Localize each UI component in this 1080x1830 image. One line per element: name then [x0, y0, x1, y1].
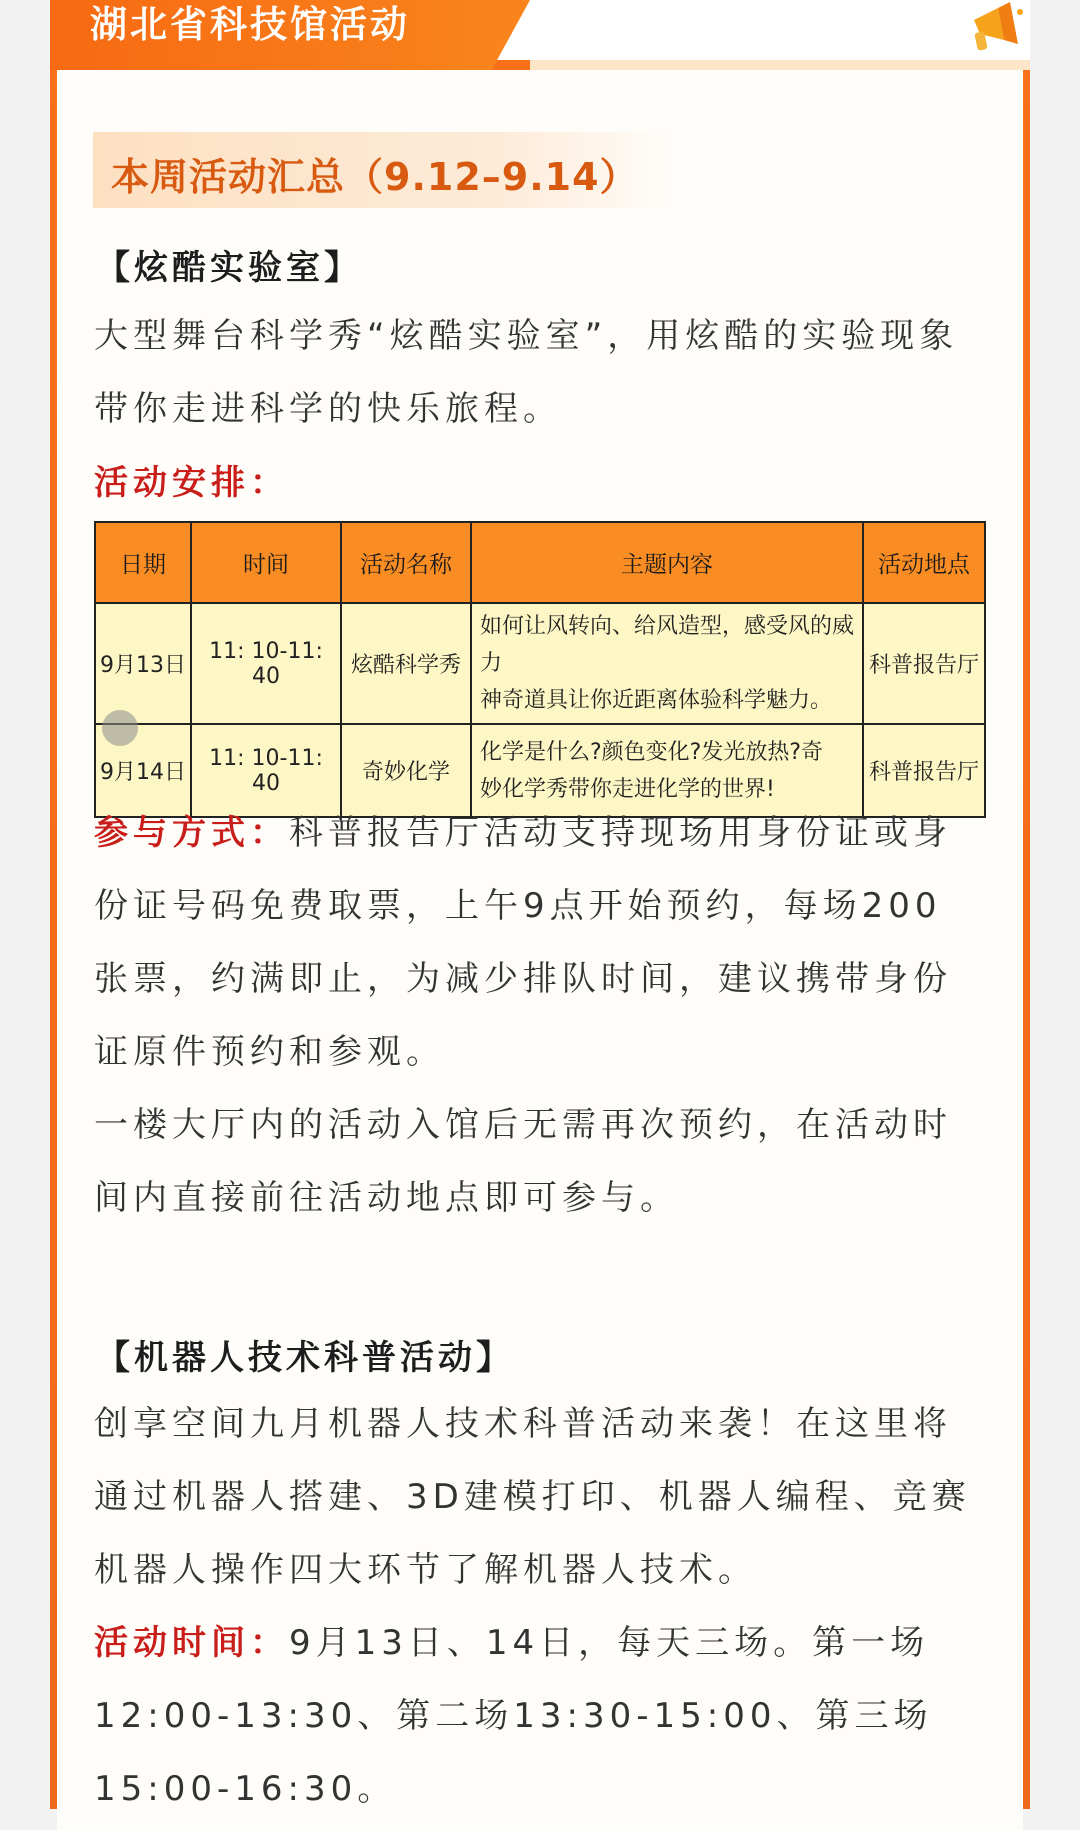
time-line: [94, 1607, 984, 1680]
cell-activity-name: 奇妙化学: [341, 724, 471, 817]
time-label: 活动时间：: [94, 1623, 289, 1663]
participation-line: 证原件预约和参观。: [94, 1032, 445, 1072]
note-line: 一楼大厅内的活动入馆后无需再次预约，在活动时: [94, 1105, 952, 1145]
intro-line: 机器人操作四大环节了解机器人技术。: [94, 1550, 757, 1590]
weekly-summary-title: [93, 132, 673, 208]
cell-location: 科普报告厅: [863, 603, 985, 724]
table-row: [95, 603, 985, 724]
topic-line: 妙化学秀带你走进化学的世界!: [480, 776, 775, 802]
robotics-intro: [94, 1388, 984, 1826]
megaphone-icon: [968, 0, 1028, 58]
participation-line: [94, 797, 984, 870]
participation-label: 参与方式：: [94, 813, 289, 853]
cell-time: 11: 10-11: 40: [191, 724, 341, 817]
topic-line: 如何让风转向、给风造型，感受风的威力: [480, 614, 855, 676]
participation-text: 科普报告厅活动支持现场用身份证或身: [289, 813, 952, 853]
summary-title-text: 本周活动汇总（9.12–9.14）: [111, 155, 639, 199]
participation-line: 张票，约满即止，为减少排队时间，建议携带身份: [94, 959, 952, 999]
column-header: 主题内容: [471, 522, 863, 603]
intro-line: 通过机器人搭建、3D建模打印、机器人编程、竞赛: [94, 1477, 971, 1517]
cell-topic: [471, 603, 863, 724]
page-title: 湖北省科技馆活动: [90, 3, 410, 46]
cool-lab-intro: [94, 300, 984, 446]
schedule-label: 活动安排：: [94, 463, 289, 503]
back-arrow-icon[interactable]: [102, 710, 138, 746]
section-heading-robotics: 【机器人技术科普活动】: [96, 1338, 514, 1378]
time-line: 12:00-13:30、第二场13:30-15:00、第三场: [94, 1696, 933, 1736]
cell-date: 9月13日: [95, 603, 191, 724]
topic-line: 化学是什么?颜色变化?发光放热?奇: [480, 739, 824, 765]
column-header: 时间: [191, 522, 341, 603]
section-heading-cool-lab: 【炫酷实验室】: [96, 248, 362, 288]
table-header-row: [95, 522, 985, 603]
topic-line: 神奇道具让你近距离体验科学魅力。: [480, 688, 833, 713]
intro-line: 创享空间九月机器人技术科普活动来袭！在这里将: [94, 1404, 952, 1444]
banner-strip-light: [480, 0, 1030, 60]
schedule-table: [94, 521, 986, 818]
cell-date: 9月14日: [95, 724, 191, 817]
intro-line: 大型舞台科学秀“炫酷实验室”，用炫酷的实验现象: [94, 316, 959, 356]
column-header: 活动名称: [341, 522, 471, 603]
schedule-label-row: [94, 447, 984, 520]
note-line: 间内直接前往活动地点即可参与。: [94, 1178, 679, 1218]
intro-line: 带你走进科学的快乐旅程。: [94, 389, 562, 429]
cell-location: 科普报告厅: [863, 724, 985, 817]
column-header: 活动地点: [863, 522, 985, 603]
time-text: 9月13日、14日，每天三场。第一场: [289, 1623, 930, 1663]
cell-activity-name: 炫酷科学秀: [341, 603, 471, 724]
participation-line: 份证号码免费取票，上午9点开始预约，每场200: [94, 886, 942, 926]
participation-paragraph: [94, 797, 984, 1235]
cell-time: 11: 10-11: 40: [191, 603, 341, 724]
column-header: 日期: [95, 522, 191, 603]
time-line: 15:00-16:30。: [94, 1769, 397, 1809]
